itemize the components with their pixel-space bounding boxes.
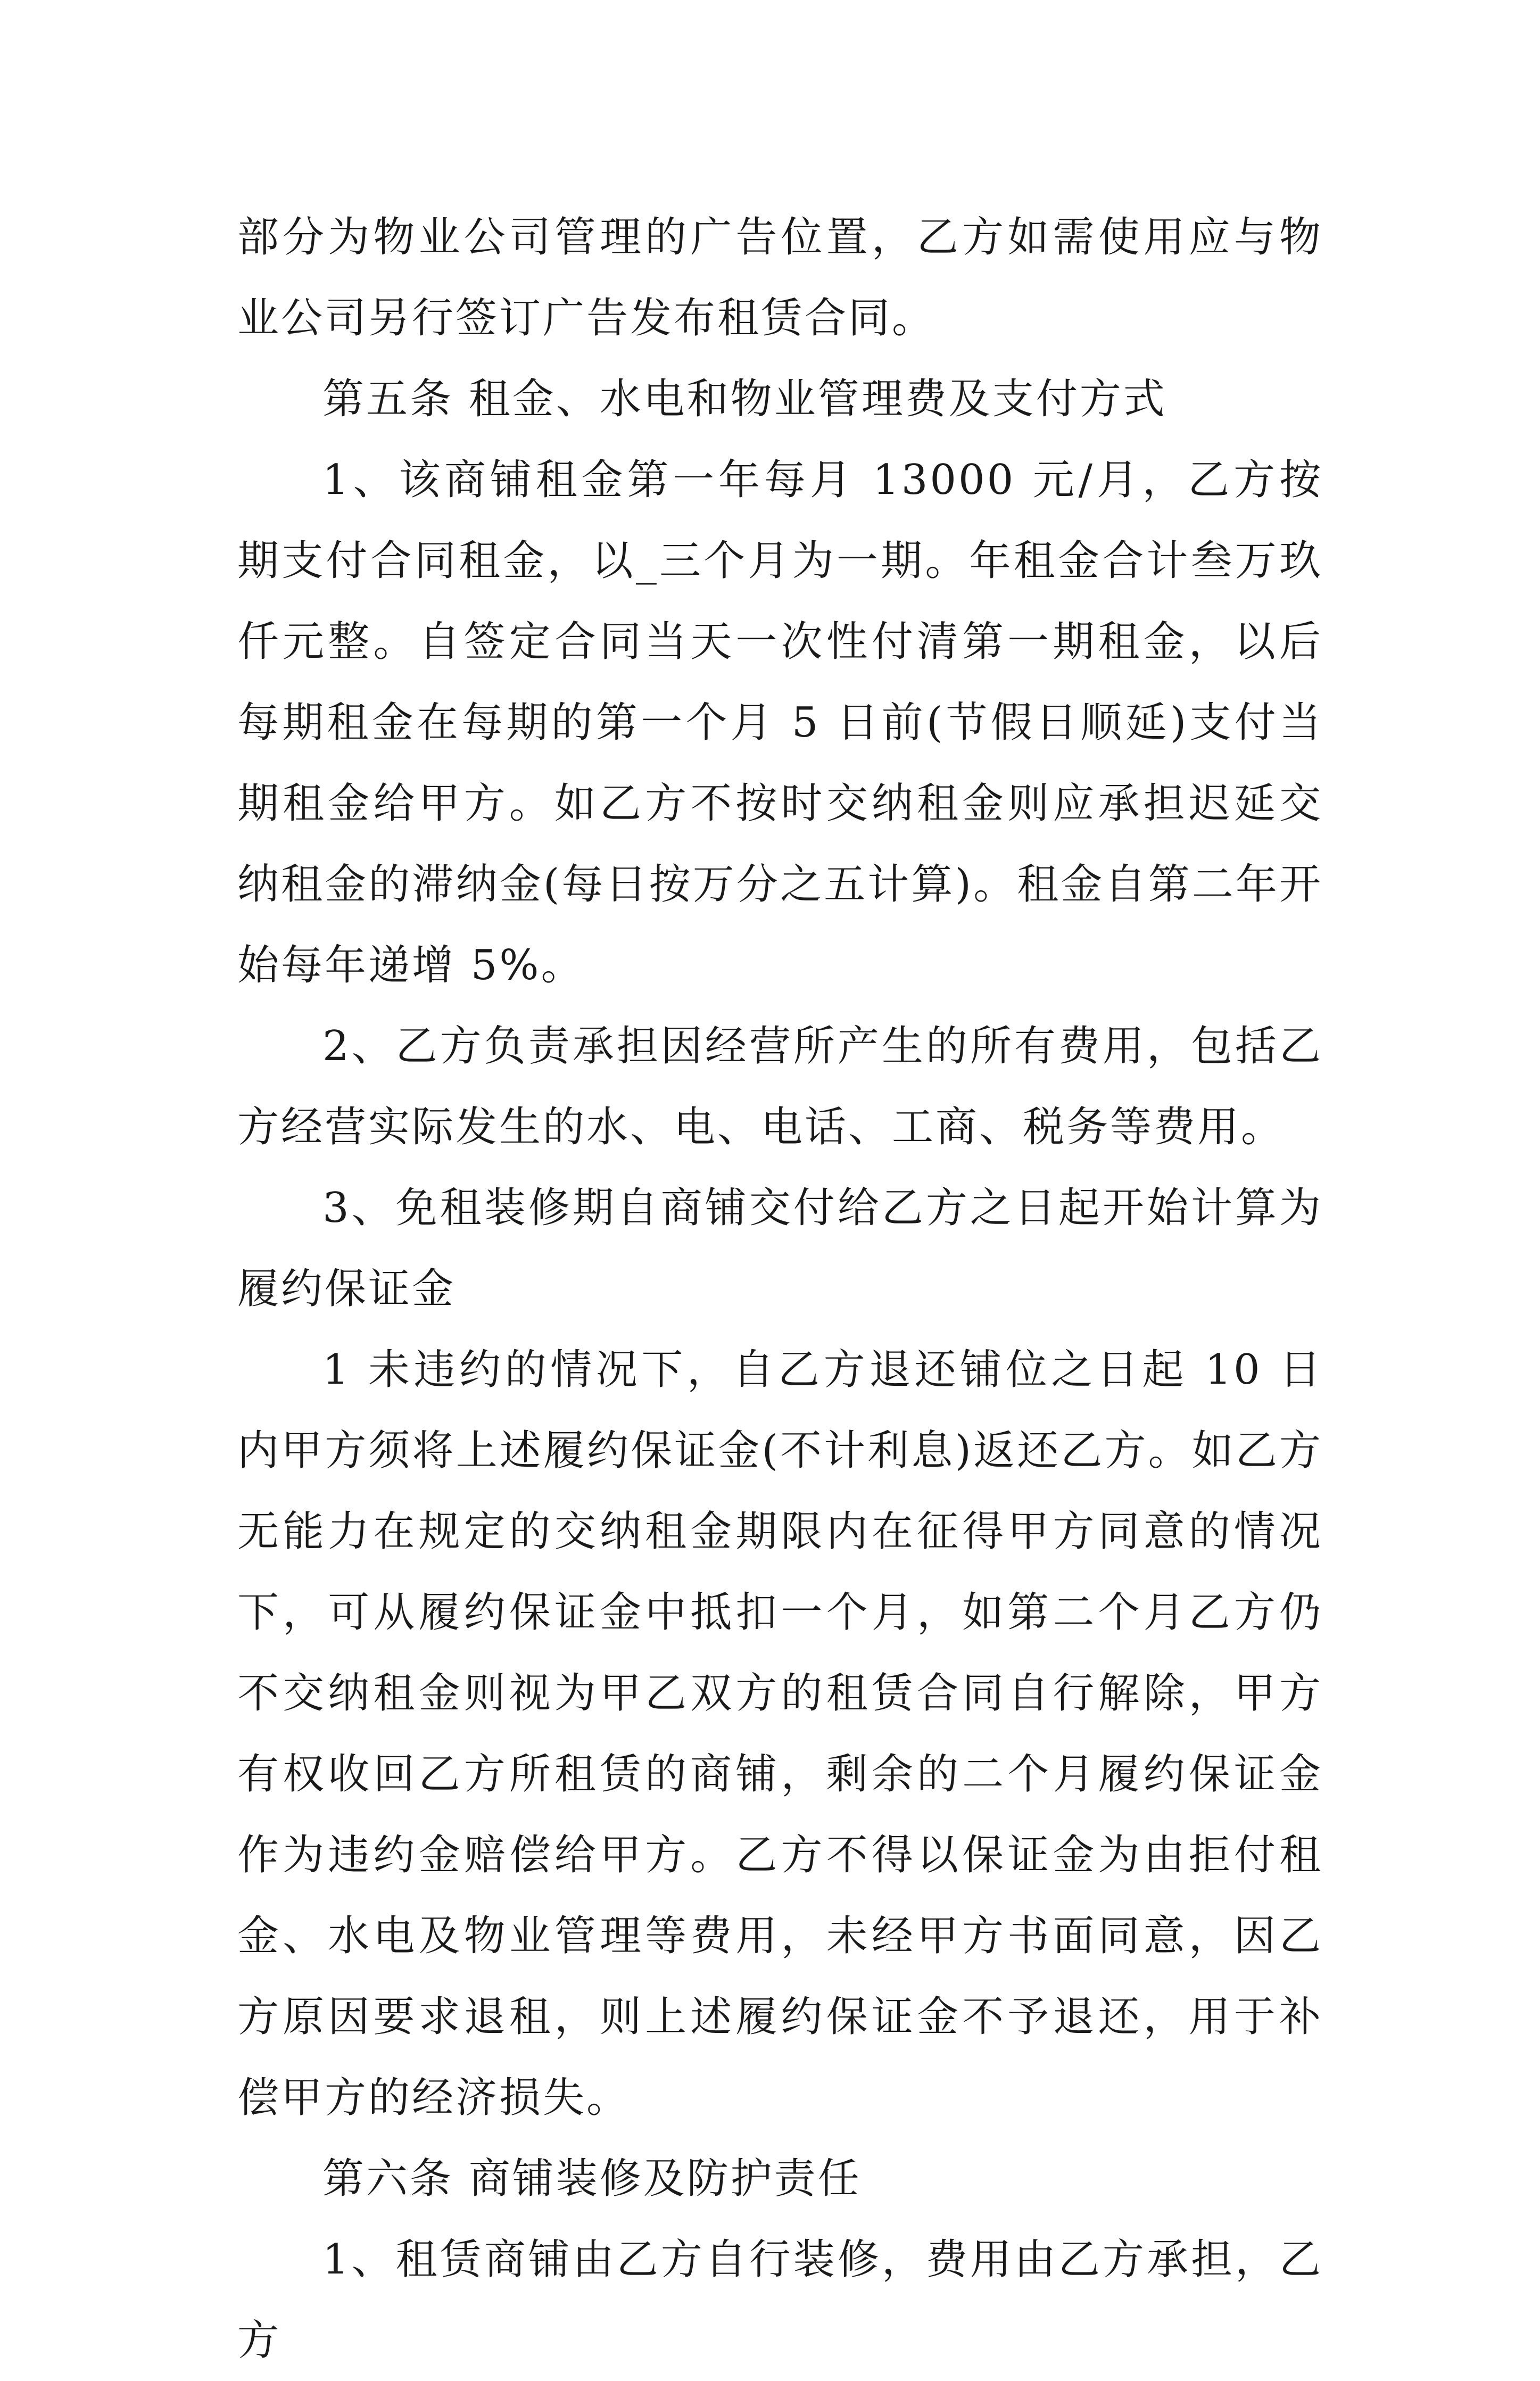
paragraph-deposit-clause: 1 未违约的情况下，自乙方退还铺位之日起 10 日内甲方须将上述履约保证金(不计利息)返还乙方。如乙方无能力在规定的交纳租金期限内在征得甲方同意的情况下，可从履约保证金中抵扣一个月，如第二个月乙方仍不交纳租金则视为甲乙双方的租赁合同自行解除，甲方有权收回乙方所租赁的商铺，剩余的二个月履约保证金作为违约金赔偿给甲方。乙方不得以保证金为由拒付租金、水电及物业管理等费用，未经甲方书面同意，因乙方原因要求退租，则上述履约保证金不予退还，用于补偿甲方的经济损失。 — [237, 1346, 1323, 2122]
paragraph-rent-clause-1: 1、该商铺租金第一年每月 13000 元/月，乙方按期支付合同租金，以_三个月为一期。年租金合计叁万玖仟元整。自签定合同当天一次性付清第一期租金，以后每期租金在每期的第一个月 5 日前(节假日顺延)支付当期租金给甲方。如乙方不按时交纳租金则应承担迟延交纳租金的滞纳金(每日按万分之五计算)。租金自第二年开始每年递增 5%。 — [237, 456, 1323, 989]
heading-article-5: 第五条 租金、水电和物业管理费及支付方式 — [322, 375, 1167, 423]
paragraph-continuation-advertising: 部分为物业公司管理的广告位置，乙方如需使用应与物业公司另行签订广告发布租赁合同。 — [237, 213, 1323, 342]
heading-article-6: 第六条 商铺装修及防护责任 — [322, 2155, 862, 2203]
paragraph-renovation-period-clause-3: 3、免租装修期自商铺交付给乙方之日起开始计算为履约保证金 — [237, 1184, 1323, 1313]
document-body — [237, 197, 1323, 2381]
paragraph-expenses-clause-2: 2、乙方负责承担因经营所产生的所有费用，包括乙方经营实际发生的水、电、电话、工商、税务等费用。 — [237, 1022, 1323, 1151]
paragraph-renovation-clause-1: 1、租赁商铺由乙方自行装修，费用由乙方承担，乙方 — [237, 2236, 1323, 2365]
